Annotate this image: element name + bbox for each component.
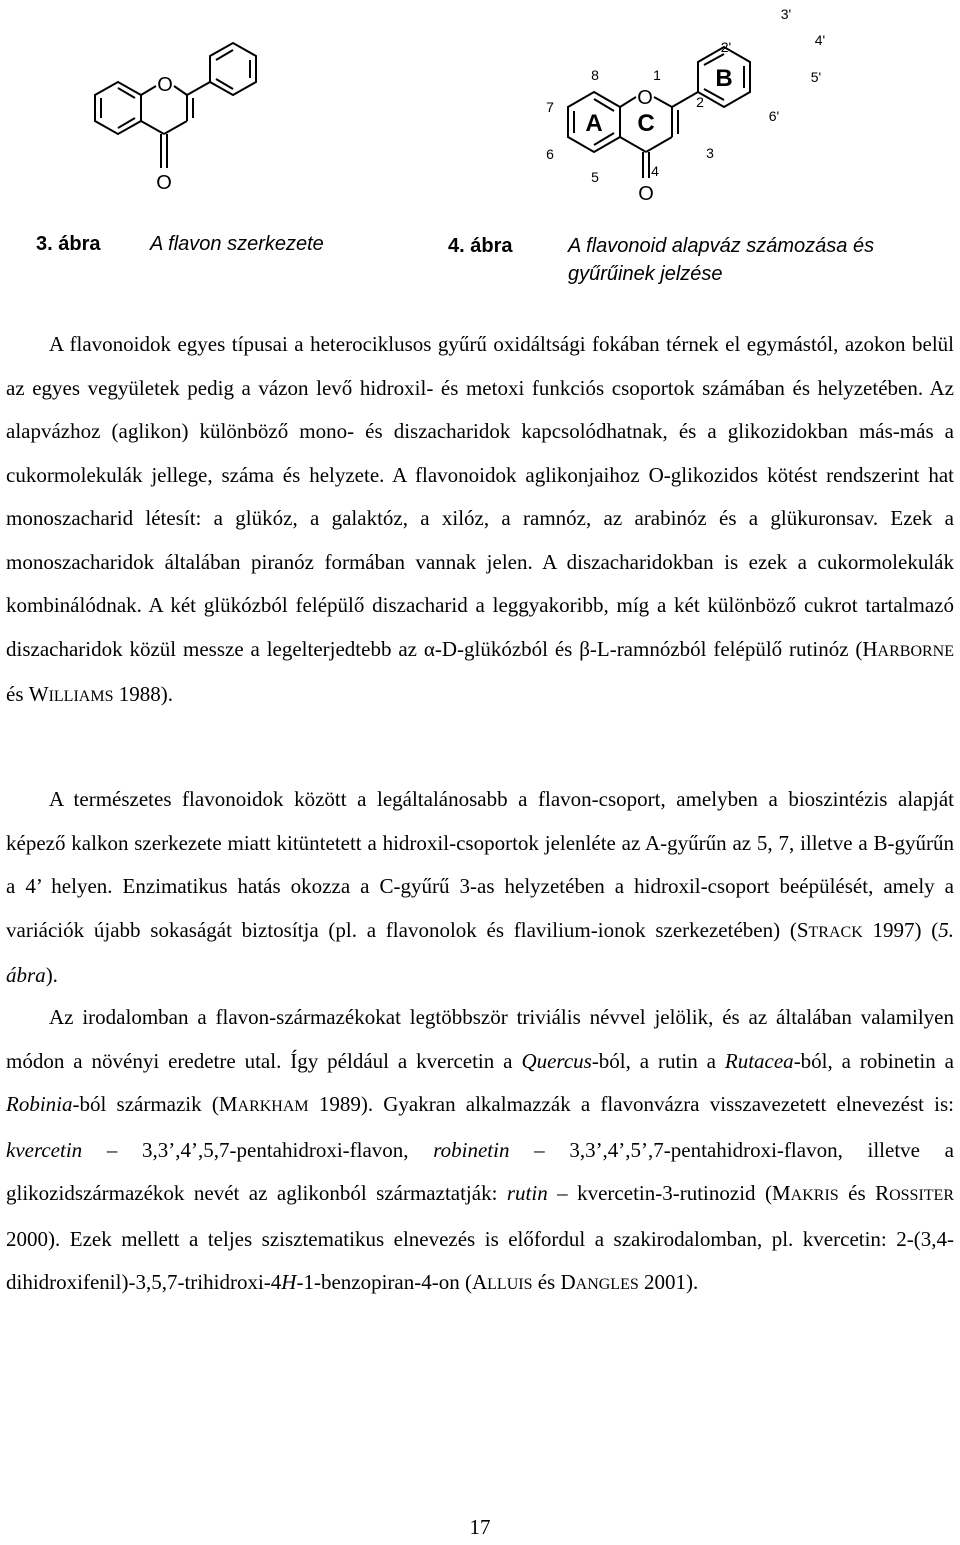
position-1-label: 1 xyxy=(653,67,661,83)
figure-5-reference: 5. ábra xyxy=(6,917,954,987)
author-dangles xyxy=(560,1270,638,1294)
author-markham-initial: M xyxy=(218,1092,238,1116)
body-paragraph-3 xyxy=(6,996,954,1307)
position-8-label: 8 xyxy=(591,67,599,83)
p3-text-11: -1-benzopiran-4-on ( xyxy=(296,1270,472,1294)
author-markham-rest: ARKHAM xyxy=(237,1098,309,1115)
author-strack-rest: TRACK xyxy=(808,923,863,941)
p1-text-3: 1988). xyxy=(113,682,173,706)
figure-flavone-structure xyxy=(40,0,340,200)
author-williams-rest: ILLIAMS xyxy=(48,688,114,705)
italic-h: H xyxy=(281,1270,297,1294)
p2-text-3: ). xyxy=(45,963,58,987)
author-alluis-rest: LLUIS xyxy=(487,1276,533,1293)
paragraph-1-text xyxy=(6,323,954,719)
genus-robinia: Robinia xyxy=(6,1092,73,1116)
author-williams-initial: W xyxy=(28,682,49,706)
carbonyl-oxygen-label: O xyxy=(156,172,172,194)
p3-text-7: – 3,3’,4’,5’,7-pentahidroxi-flavon, illetve a glikozidszármazékok nevét az aglikonból származtatják: xyxy=(6,1137,954,1205)
figure3-caption-label xyxy=(36,230,100,258)
p3-text-12: és xyxy=(532,1270,561,1294)
position-6-label: 6 xyxy=(546,146,554,162)
author-makris-rest: AKRIS xyxy=(790,1187,839,1204)
page-number: 17 xyxy=(469,1515,491,1539)
term-kvercetin: kvercetin xyxy=(6,1137,83,1162)
figure3-label-text: 3. ábra xyxy=(36,233,101,255)
position-3-label: 3 xyxy=(706,145,714,161)
author-alluis-initial: A xyxy=(471,1270,488,1294)
body-paragraph-2 xyxy=(6,778,954,998)
author-makris-initial: M xyxy=(771,1181,791,1205)
figure4-label-text: 4. ábra xyxy=(448,235,513,257)
position-6prime-label: 6' xyxy=(768,108,780,124)
author-rossiter xyxy=(875,1181,954,1205)
p3-text-10: 2000). Ezek mellett a teljes szisztematikus elnevezés is előfordul a szakirodalomban, pl. kvercetin: 2-(3,4-dihidroxifenil)-3,5,7-trihidroxi-4 xyxy=(6,1226,954,1294)
author-markham xyxy=(219,1092,309,1116)
p3-text-4: -ból származik ( xyxy=(72,1092,219,1116)
position-5-label: 5 xyxy=(591,169,599,185)
flavonoid-skeleton-drawing xyxy=(530,0,860,215)
author-strack-initial: S xyxy=(796,917,809,942)
ring-oxygen-label: O xyxy=(157,74,173,96)
paragraph-2-text xyxy=(6,778,954,998)
position-3prime-label: 3' xyxy=(780,6,792,22)
author-williams xyxy=(29,682,114,706)
figure-flavonoid-numbering xyxy=(530,0,860,215)
author-harborne-initial: H xyxy=(862,636,878,661)
author-alluis xyxy=(472,1270,533,1294)
p3-text-9: és xyxy=(838,1181,876,1205)
flavone-structure-drawing xyxy=(40,0,340,200)
ring-a-letter: A xyxy=(585,110,603,137)
p1-text-1: A flavonoidok egyes típusai a heterociklusos gyűrű oxidáltsági fokában térnek el egymástól, azokon belül az egyes vegyületek pedig a vázon levő hidroxil- és metoxi funkciós csoportok számában és helyzetében. Az alapvázhoz (aglikon) különböző mono- és diszacharidok kapcsolódhatnak, és a glikozidokban más-más a cukormolekulák jellege, száma és helyzete. A flavonoidok aglikonjaihoz O-glikozidos kötést rendszerint hat monoszacharid létesít: a glükóz, a galaktóz, a xilóz, a ramnóz, az arabinóz és a glükuronsav. Ezek a monoszacharidok általában piranóz formában vannak jelen. A diszacharidokban is ezek a cukormolekulák kombinálódnak. A két glükózból felépülő diszacharid a leggyakoribb, míg a két különböző cukrot tartalmazó diszacharidok közül messze a legelterjedtebb az α-D-glükózból és β-L-ramnózból felépülő rutinóz ( xyxy=(6,332,954,661)
position-5prime-label: 5' xyxy=(810,69,822,85)
author-rossiter-initial: R xyxy=(875,1181,890,1205)
p3-text-6: – 3,3’,4’,5,7-pentahidroxi-flavon, xyxy=(82,1137,434,1162)
author-harborne xyxy=(862,637,954,661)
p2-text-2: 1997) ( xyxy=(862,917,939,942)
p3-text-13: 2001). xyxy=(638,1270,699,1294)
position-4prime-label: 4' xyxy=(814,32,826,48)
figure4-caption-label xyxy=(448,232,512,260)
author-makris xyxy=(772,1181,839,1205)
p3-text-3: -ból, a robinetin a xyxy=(793,1048,954,1073)
genus-rutacea: Rutacea xyxy=(724,1048,794,1073)
p1-text-2: és xyxy=(6,682,29,706)
p2-text-1: A természetes flavonoidok között a legáltalánosabb a flavon-csoport, amelyben a bioszintézis alapját képező kalkon szerkezete miatt kitüntetett a hidroxil-csoportok jelenléte az A-gyűrűn az 5, 7, illetve a B-gyűrűn a 4’ helyen. Enzimatikus hatás okozza a C-gyűrű 3-as helyzetében a hidroxil-csoport beépülését, amely a variációk újabb sokaságát biztosítja (pl. a flavonolok és flavilium-ionok szerkezetében) ( xyxy=(6,787,954,942)
author-rossiter-rest: OSSITER xyxy=(889,1187,954,1204)
p3-text-1: Az irodalomban a flavon-származékokat legtöbbször triviális névvel jelölik, és az általában valamilyen módon a növényi eredetre utal. Így például a kvercetin a xyxy=(6,1005,954,1073)
figure4-caption-title xyxy=(568,232,928,288)
author-strack xyxy=(797,918,863,942)
term-robinetin: robinetin xyxy=(433,1137,510,1162)
position-7-label: 7 xyxy=(546,99,554,115)
ring-c-letter: C xyxy=(637,110,655,137)
ring-oxygen-label: O xyxy=(637,87,653,109)
position-2prime-label: 2' xyxy=(720,39,732,55)
author-dangles-initial: D xyxy=(560,1270,576,1294)
figure4-title-text: A flavonoid alapváz számozása és gyűrűinek jelzése xyxy=(568,235,875,285)
p3-text-2: -ból, a rutin a xyxy=(591,1048,725,1073)
figure3-title-text: A flavon szerkezete xyxy=(150,233,324,255)
body-paragraph-1 xyxy=(6,323,954,719)
ring-b-letter: B xyxy=(715,65,733,92)
paragraph-3-text xyxy=(6,996,954,1307)
figure3-caption-title xyxy=(150,230,324,258)
term-rutin: rutin xyxy=(506,1181,548,1205)
genus-quercus: Quercus xyxy=(521,1048,592,1073)
author-dangles-rest: ANGLES xyxy=(575,1276,639,1293)
p3-text-8: – kvercetin-3-rutinozid ( xyxy=(547,1181,772,1205)
carbonyl-oxygen-label: O xyxy=(638,183,654,205)
position-4-label: 4 xyxy=(651,163,659,179)
p3-text-5: 1989). Gyakran alkalmazzák a flavonvázra visszavezetett elnevezést is: xyxy=(308,1092,954,1116)
author-harborne-rest: ARBORNE xyxy=(877,642,954,660)
position-2-label: 2 xyxy=(696,94,704,110)
